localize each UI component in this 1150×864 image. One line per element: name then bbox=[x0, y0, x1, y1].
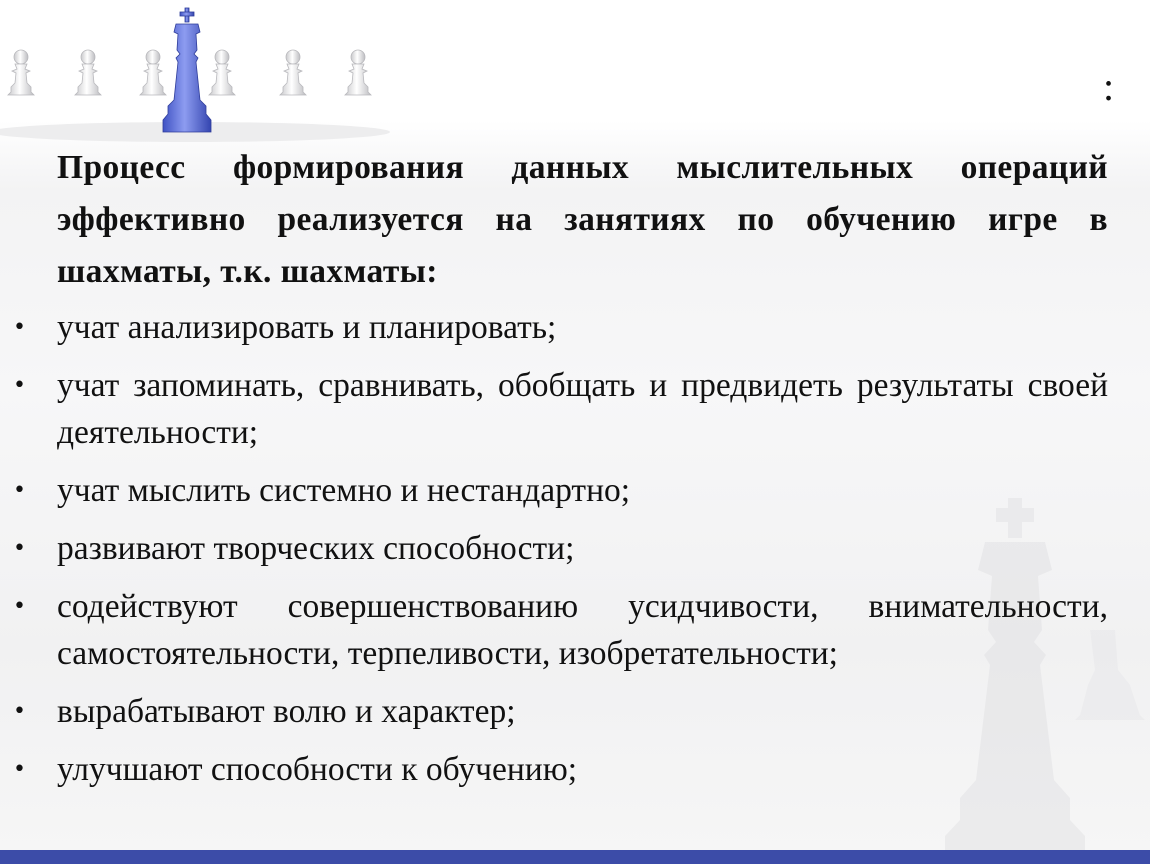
intro-paragraph: Процесс формирования данных мыслительных операций эффективно реализуется на занятиях по обучению игре в шахматы, т.к. шахматы: bbox=[57, 149, 1108, 290]
corner-mark: : bbox=[1103, 64, 1115, 109]
white-pawn-icon bbox=[345, 50, 371, 95]
bullet-list bbox=[0, 304, 1150, 793]
bullet-icon: • bbox=[13, 315, 26, 340]
bullet-icon: • bbox=[13, 757, 26, 782]
bullet-icon: • bbox=[13, 373, 26, 398]
bottom-accent-bar bbox=[0, 850, 1150, 864]
blue-king-icon bbox=[163, 8, 211, 132]
list-item-text: улучшают способности к обучению; bbox=[57, 751, 578, 788]
list-item-text: учат мыслить системно и нестандартно; bbox=[57, 472, 631, 509]
chess-pieces-decoration bbox=[0, 0, 400, 150]
list-item bbox=[0, 304, 1150, 351]
white-pawn-icon bbox=[280, 50, 306, 95]
list-item-text: учат запоминать, сравнивать, обобщать и предвидеть результаты своей деятельности; bbox=[57, 367, 1108, 451]
white-pawn-icon bbox=[140, 50, 166, 95]
white-pawn-icon bbox=[8, 50, 34, 95]
bullet-icon: • bbox=[13, 536, 26, 561]
list-item bbox=[0, 467, 1150, 514]
list-item bbox=[0, 525, 1150, 572]
bullet-icon: • bbox=[13, 478, 26, 503]
list-item bbox=[0, 583, 1150, 677]
bullet-icon: • bbox=[13, 594, 26, 619]
white-pawn-icon bbox=[75, 50, 101, 95]
list-item-text: развивают творческих способности; bbox=[57, 530, 575, 567]
list-item-text: содействуют совершенствованию усидчивости, внимательности, самостоятельности, терпеливости, изобретательности; bbox=[57, 588, 1108, 672]
list-item-text: вырабатывают волю и характер; bbox=[57, 693, 516, 730]
list-item-text: учат анализировать и планировать; bbox=[57, 309, 557, 346]
list-item bbox=[0, 362, 1150, 456]
bullet-icon: • bbox=[13, 699, 26, 724]
list-item bbox=[0, 746, 1150, 793]
slide-content bbox=[0, 142, 1150, 793]
white-pawn-icon bbox=[209, 50, 235, 95]
list-item bbox=[0, 688, 1150, 735]
